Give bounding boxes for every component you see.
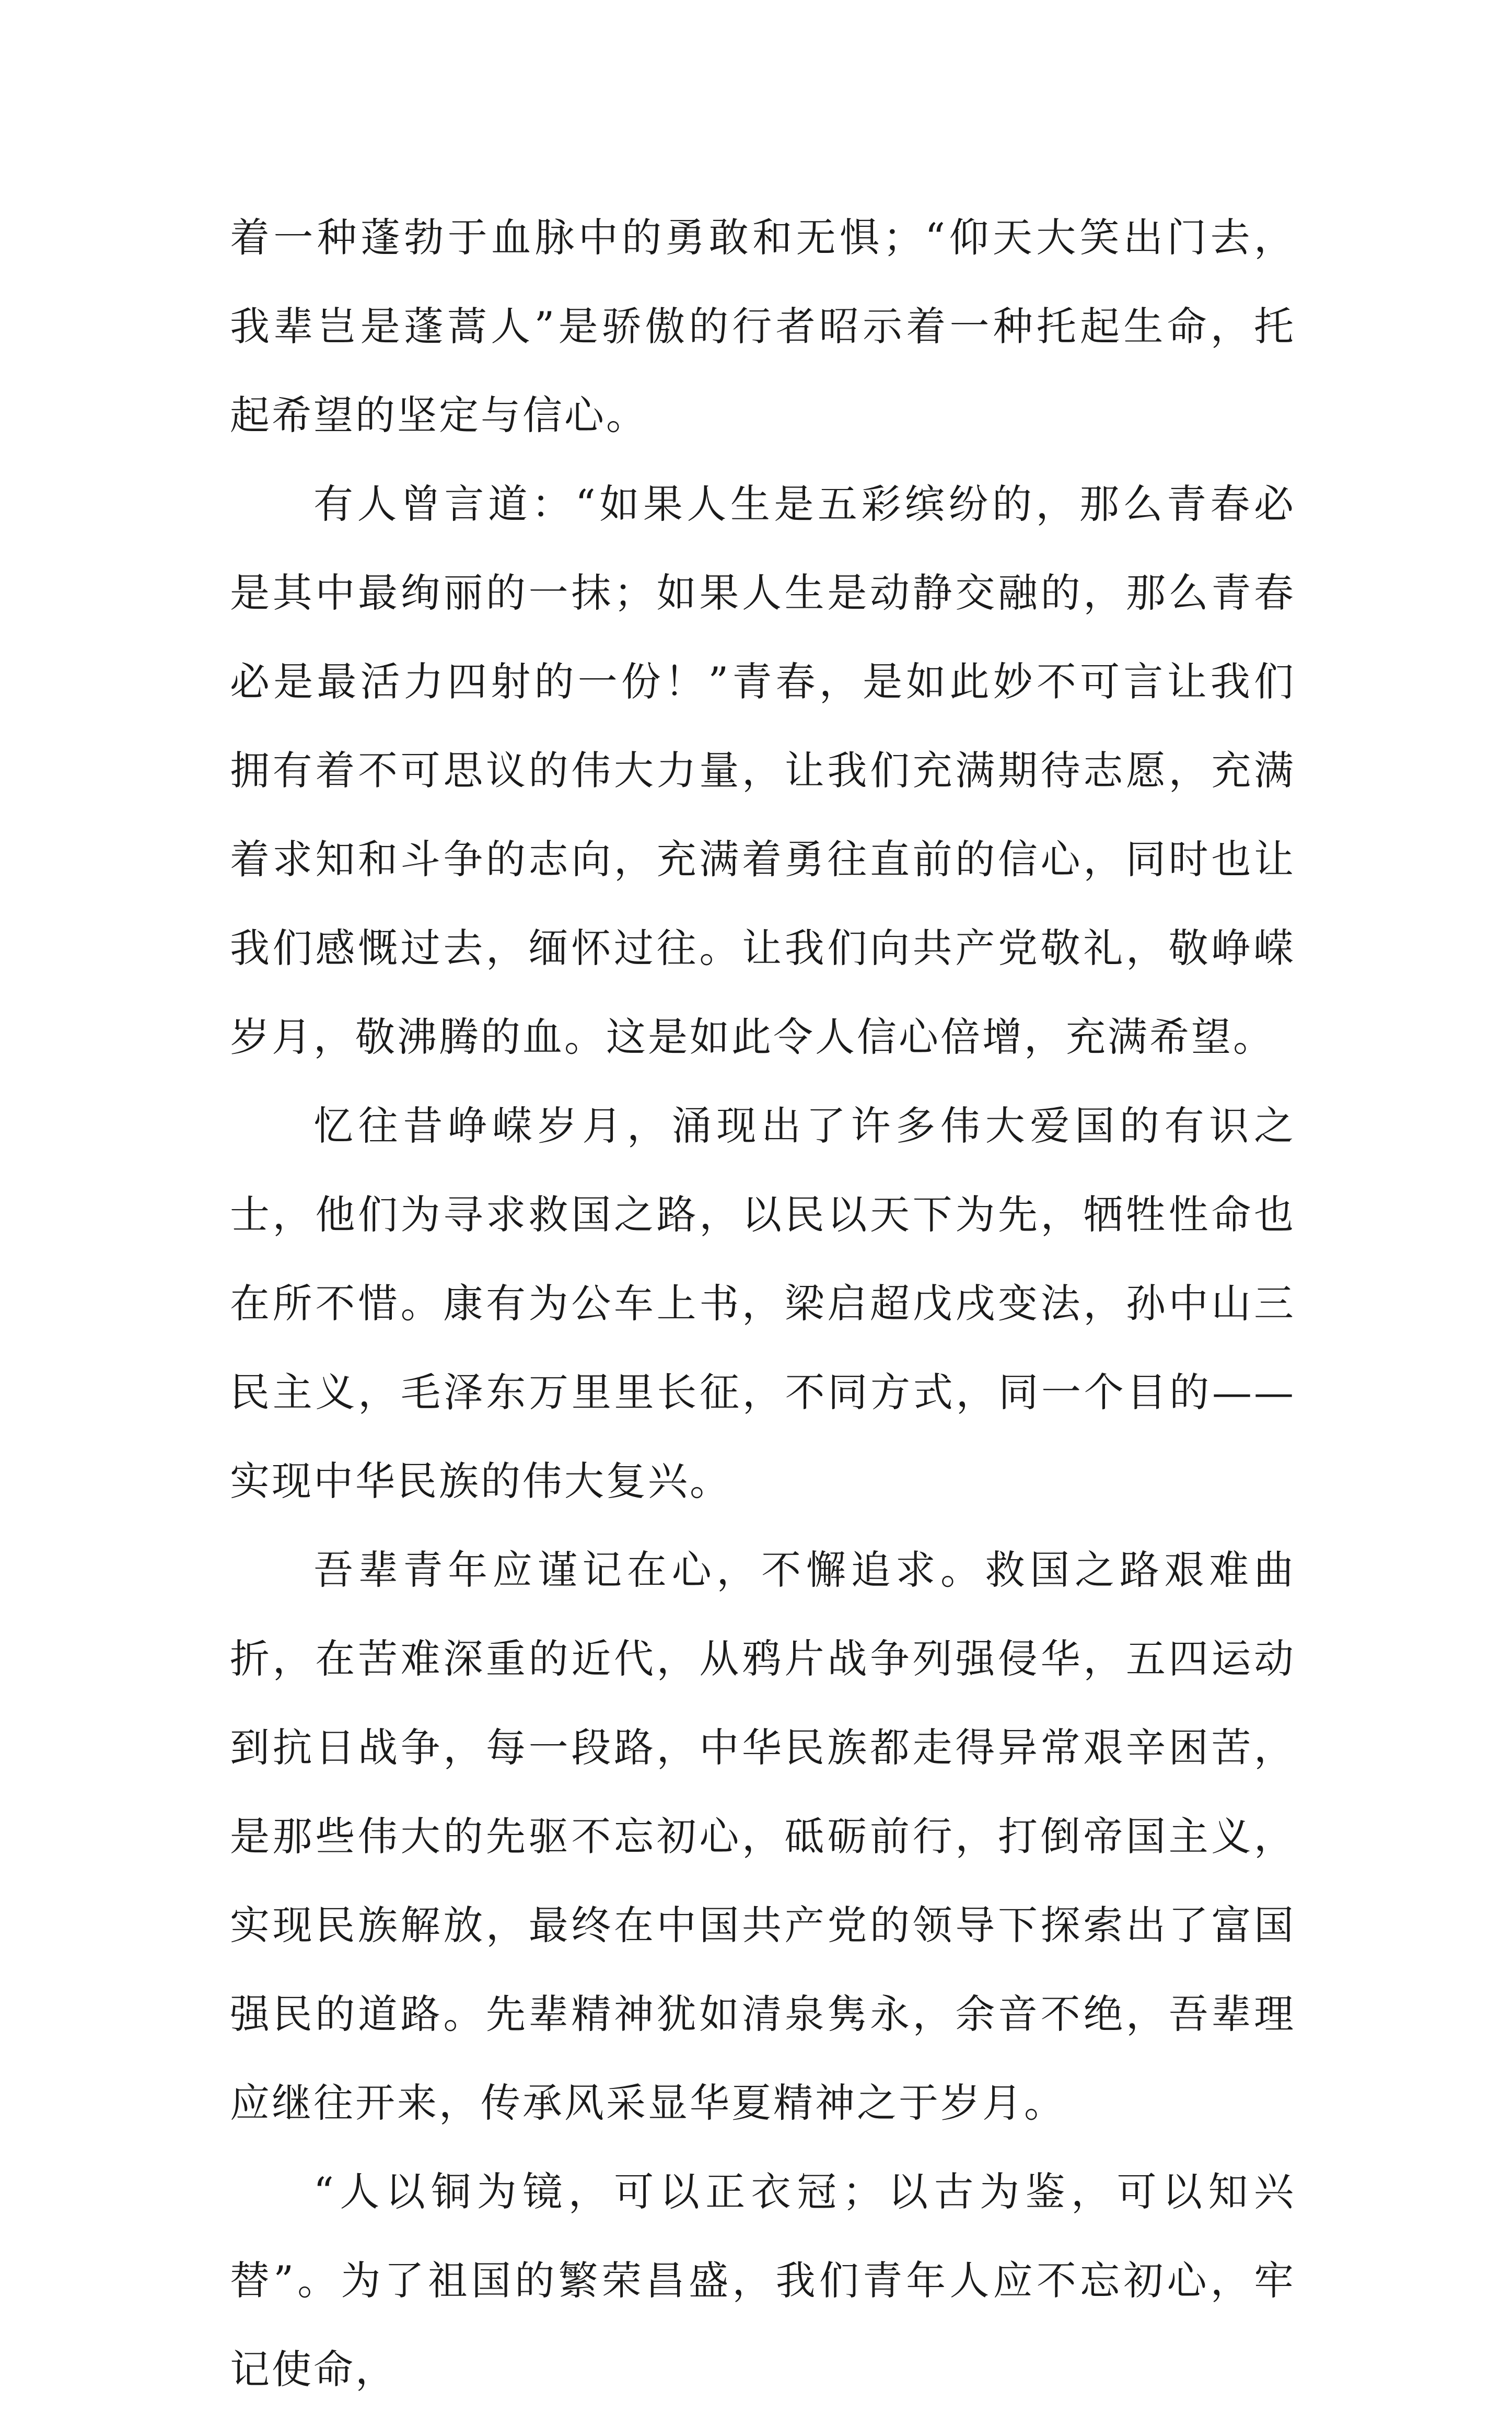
paragraph-4: 吾辈青年应谨记在心，不懈追求。救国之路艰难曲折，在苦难深重的近代，从鸦片战争列强侵华，五四运动到抗日战争，每一段路，中华民族都走得异常艰辛困苦，是那些伟大的先驱不忘初心，砥砺前行，打倒帝国主义，实现民族解放，最终在中国共产党的领导下探索出了富国强民的道路。先辈精神犹如清泉隽永，余音不绝，吾辈理应继往开来，传承风采显华夏精神之于岁月。 xyxy=(230,1547,1296,2126)
paragraph-2: 有人曾言道：“如果人生是五彩缤纷的，那么青春必是其中最绚丽的一抹；如果人生是动静交融的，那么青春必是最活力四射的一份！”青春，是如此妙不可言让我们拥有着不可思议的伟大力量，让我们充满期待志愿，充满着求知和斗争的志向，充满着勇往直前的信心，同时也让我们感慨过去，缅怀过往。让我们向共产党敬礼，敬峥嵘岁月，敬沸腾的血。这是如此令人信心倍增，充满希望。 xyxy=(230,481,1296,1060)
paragraph-3: 忆往昔峥嵘岁月，涌现出了许多伟大爱国的有识之士，他们为寻求救国之路，以民以天下为先，牺牲性命也在所不惜。康有为公车上书，梁启超戊戌变法，孙中山三民主义，毛泽东万里里长征，不同方式，同一个目的——实现中华民族的伟大复兴。 xyxy=(230,1102,1296,1504)
document-body xyxy=(230,193,1296,2414)
paragraph-5: “人以铜为镜，可以正衣冠；以古为鉴，可以知兴替”。为了祖国的繁荣昌盛，我们青年人应不忘初心，牢记使命， xyxy=(230,2168,1296,2393)
paragraph-1: 着一种蓬勃于血脉中的勇敢和无惧；“仰天大笑出门去，我辈岂是蓬蒿人”是骄傲的行者昭示着一种托起生命，托起希望的坚定与信心。 xyxy=(230,214,1296,438)
